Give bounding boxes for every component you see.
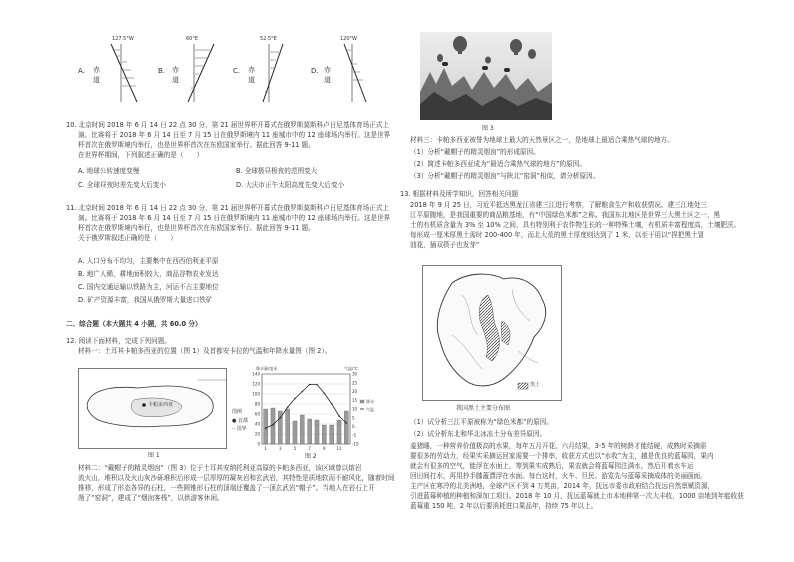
precip-bar — [293, 421, 297, 444]
q13-para-7: 蓝莓重 150 吨，2 年以后要消耗进口果品年，持续 75 年以上。 — [410, 502, 598, 510]
precip-bar — [315, 420, 319, 444]
q11-option-b[interactable]: B. 地广人稀，耕地面积较大，商品谷物农业发达 — [78, 270, 219, 278]
option-c-letter: C. — [233, 67, 241, 75]
option-a-diagram — [103, 42, 145, 104]
q10-line-1: 10. 北京时间 2018 年 6 月 14 日 22 点 30 分，第 21 届世界杯开幕式在俄罗斯莫斯科卢日尼基体育场正式上 — [66, 121, 390, 129]
temperature-point — [294, 398, 296, 400]
q12-intro: 12. 阅读下面材料，完成下列问题。 — [66, 337, 171, 345]
precip-bar — [308, 419, 312, 444]
q13-line-2: 江平原腹地，是我国重要的商品粮基地，有“中国绿色米都”之称。我国东北地区是世界三大黑土区之一，黑 — [410, 211, 721, 219]
fig2-caption: 图 2 — [305, 453, 317, 460]
precip-bar — [286, 409, 290, 444]
option-d-diagram — [332, 42, 374, 104]
map-legend-black-soil: 黑土 — [530, 382, 541, 388]
q13-para-3: 就会有很多的空气，能浮在水面上，等到果实成熟后，果农就会将蓝莓园注满水，然后开着水车运 — [410, 462, 694, 470]
q12-sub-3: （3）分析“戴帽子的精灵烟囱”与陕北“窑洞”相似，请分析原因。 — [410, 172, 600, 180]
y-tick-right: 20 — [352, 389, 358, 394]
fig1-legend-title: 图例 — [232, 409, 243, 415]
y-tick-right: 0 — [352, 424, 355, 429]
q10-line-2: 演。比赛将于 2018 年 6 月 14 日至 7 月 15 日在俄罗斯境内 11 座城市中的 12 座球场内举行。这是世界 — [78, 131, 391, 139]
x-tick: 9 — [323, 446, 326, 451]
q12-mat2-line-3: 推移，形成了形态各异的石柱，一些圆锥形石柱的顶端还覆盖了一顶玄武岩“帽子”。当地人在岩石上开 — [78, 484, 375, 492]
x-tick: 3 — [279, 446, 282, 451]
q10-line-3: 杯首次在俄罗斯境内举行，也是世界杯首次在东欧国家举行。据此回答 9-11 题。 — [78, 141, 315, 149]
option-c-equator-2: 道 — [248, 76, 255, 84]
option-a-letter: A. — [78, 67, 85, 75]
y-tick-right: 15 — [352, 397, 358, 403]
q10-option-d[interactable]: D. 大庆市正午太阳高度先变大后变小 — [236, 181, 345, 189]
option-a-longitude: 127.5°W — [112, 36, 134, 42]
q11-option-d[interactable]: D. 矿产资源丰富，我国从俄罗斯大量进口铁矿 — [78, 296, 213, 304]
y-tick-left: 100 — [252, 391, 260, 397]
q13-para-5: 主产区在寒冷的北美洲地，全球产区不到 4 万英亩，2014 年，抚远市委市政府结合抚远自然禀赋资源， — [410, 482, 715, 490]
option-c-diagram — [253, 42, 295, 104]
temperature-point — [302, 391, 304, 393]
temperature-point — [265, 427, 267, 429]
q12-sub-1: （1）分析“戴帽子的精灵烟囱”的形成原因。 — [410, 148, 540, 156]
capital-icon: ● — [232, 418, 237, 424]
precip-bar — [337, 420, 341, 444]
temperature-point — [272, 424, 274, 426]
q11-prompt: 关于俄罗斯叙述正确的是（ ） — [78, 234, 177, 242]
q11-option-a[interactable]: A. 人口分布不均匀，主要集中在西西伯利亚平原 — [78, 257, 219, 265]
fig1-legend-border — [232, 425, 247, 435]
q12-sub-2: （2）简述卡帕多西亚成为“最适合乘热气球的地方”的原因。 — [410, 160, 586, 168]
x-tick: 11 — [336, 446, 342, 451]
q13-para-6: 引进蓝莓种植的种植和深加工项目。2018 年 10 月，抚远蓝莓就上市本地种第一次大丰收，1000 亩地到年能收获 — [410, 492, 744, 500]
figure-2-climate-chart — [246, 362, 378, 456]
fig3-caption: 图 3 — [482, 125, 494, 132]
y-tick-left: 60 — [254, 411, 260, 417]
y-tick-left: 0 — [257, 441, 260, 447]
q13-line-1: 2018 年 9 月 25 日，习近平抵达黑龙江省建三江进行考察，了解粮食生产和收获情况。建三江地处三 — [410, 201, 708, 209]
q13-para-4: 回田间打水，再用抄手膝蓋漂浮在水面。每台这时，火车、旦民、游览先与蓝莓采摘成体的美丽画面。 — [410, 472, 707, 480]
temperature-point — [287, 406, 289, 408]
fig1-legend-capital-label: 首都 — [237, 418, 248, 424]
legend-precip-swatch — [360, 400, 364, 403]
q12-mat2-line-2: 流火山，堆积以及火山灰沙砾堆积后形成一层厚厚的凝灰岩和玄武岩，其特性是质地软而不耐风化，随着时间 — [78, 474, 395, 482]
q11-line-3: 杯首次在俄罗斯境内举行，也是世界杯首次在东欧国家举行。据此回答 9-11 题。 — [78, 224, 315, 232]
y-tick-right: -5 — [352, 432, 356, 438]
y-tick-right: 30 — [352, 371, 358, 377]
q11-line-1: 11. 北京时间 2018 年 6 月 14 日 22 点 30 分，第 21 届世界杯开幕式在俄罗斯莫斯科卢日尼基体育场正式上 — [66, 204, 390, 212]
y-tick-right: 25 — [352, 380, 358, 386]
q10-prompt: 在世界杯期间，下列叙述正确的是（ ） — [78, 151, 204, 159]
section-2-heading: 二、综合题（本大题共 4 小题，共 60.0 分） — [66, 320, 202, 328]
q10-option-b[interactable]: B. 全球极昼极夜的范围变大 — [236, 167, 318, 175]
y-tick-right: 10 — [352, 406, 358, 412]
temperature-point — [280, 417, 282, 419]
precip-bar — [264, 409, 268, 444]
y-tick-left: 40 — [254, 421, 260, 427]
legend-temp-label: 气温 — [366, 407, 374, 412]
option-b-letter: B. — [158, 67, 166, 75]
y-tick-left: 20 — [254, 431, 260, 437]
precip-bar — [344, 411, 348, 444]
option-b-equator-2: 道 — [172, 76, 179, 84]
temperature-point — [331, 403, 333, 405]
x-tick: 5 — [293, 446, 297, 451]
q12-mat3-line: 材料三：卡帕多西亚被誉为地球上最大的天然景区之一，是地球上最适合乘热气球的地方。 — [410, 136, 674, 144]
q11-line-2: 演。比赛将于 2018 年 6 月 14 日至 7 月 15 日在俄罗斯境内 11 座城市中的 12 座球场内举行。这是世界 — [78, 214, 391, 222]
option-b-diagram — [180, 42, 222, 104]
option-a-equator-1: 赤 — [93, 66, 100, 74]
option-b-equator-1: 赤 — [172, 66, 179, 74]
fig1-caption: 图 1 — [148, 452, 160, 459]
q13-intro: 13. 根据材料及所学知识，回答相关问题 — [400, 190, 519, 198]
temperature-point — [324, 392, 326, 394]
q13-sub-2: （2）试分析东北和华北冰冻土分布差异原因。 — [410, 430, 547, 438]
y-axis-label-right: 气温/℃ — [344, 366, 358, 371]
precip-bar — [322, 425, 326, 444]
y-tick-left: 140 — [252, 371, 260, 377]
q13-line-4: 每形成一厘米厚黑土需时 200-400 年，而北大荒的黑土厚度则达到了 1 米，以至于用以“捏把黑土冒 — [410, 231, 705, 239]
fig1-legend-border-label: 国界 — [236, 426, 247, 432]
q12-material-1: 材料一：土耳其卡帕多西亚的位置（图 1）及首都安卡拉的气温和年降水量图（图 2）。 — [78, 347, 332, 355]
temperature-point — [338, 415, 340, 417]
option-c-equator-1: 赤 — [248, 66, 255, 74]
q10-option-a[interactable]: A. 地球公转速度变慢 — [78, 167, 140, 175]
q13-line-3: 土的有机质含量为 3% 至 10% 之间，具有特别利于农作物生长的一种特殊土壤，有机质丰富程度高，土壤肥沃。 — [410, 221, 741, 229]
y-tick-right: -10 — [352, 441, 359, 447]
x-tick: 1 — [264, 446, 267, 451]
option-a-equator-2: 道 — [93, 76, 100, 84]
option-c-longitude: 52.5°E — [260, 36, 277, 42]
temperature-point — [346, 422, 348, 424]
temperature-point — [316, 384, 318, 386]
q13-para-2: 要很多的劳动力，经果实采摘运回家需要一个排率，收获方式也以“水收”为主，越是优良的蓝莓园，果内 — [410, 452, 714, 460]
q12-mat2-line-1: 材料二：“戴帽子的精灵烟囱”（图 3）位于土耳其安纳托利亚高原的卡帕多西亚，该区域曾以熔岩 — [78, 464, 362, 472]
x-tick: 7 — [308, 446, 311, 451]
option-d-equator-1: 赤 — [324, 66, 331, 74]
fig1-region-label: 卡帕多西亚 — [148, 402, 174, 408]
q11-option-c[interactable]: C. 国内交通运输以铁路为主，河运不占主要地位 — [78, 283, 219, 291]
precip-bar — [271, 408, 275, 444]
precip-bar — [330, 425, 334, 444]
q10-option-c[interactable]: C. 全球昼夜时差先变大后变小 — [78, 181, 166, 189]
border-icon: ┄ — [232, 426, 236, 432]
temperature-point — [309, 384, 311, 386]
q13-para-1: 羞猪睡，一种营养价值极高的水果，每年五月开花，六月结果，3-5 年的树龄才能结硬，成熟时采摘需 — [410, 442, 707, 450]
option-b-longitude: 60°E — [186, 36, 199, 42]
black-soil-map — [422, 265, 562, 401]
precip-bar — [300, 415, 304, 444]
y-tick-right: 5 — [352, 415, 355, 421]
option-d-longitude: 120°W — [340, 36, 357, 42]
option-d-letter: D. — [311, 67, 319, 75]
y-tick-left: 80 — [254, 401, 260, 407]
map-caption: 我国黑土主要分布图 — [456, 405, 511, 412]
option-d-equator-2: 道 — [324, 76, 331, 84]
q13-sub-1: （1）试分析三江平原被称为“绿色米都”的原因。 — [410, 418, 553, 426]
y-axis-label-left: 降水量/毫米 — [256, 366, 278, 371]
q13-line-5: 油花，插双筷子也发芽” — [410, 241, 480, 249]
figure-3-photo — [420, 32, 552, 120]
q12-mat2-line-4: 凿了“窑洞”，建成了“烟囱客栈”，以供游客休闲。 — [78, 494, 224, 502]
legend-precip-label: 降水 — [366, 399, 374, 404]
y-tick-left: 120 — [252, 381, 260, 387]
